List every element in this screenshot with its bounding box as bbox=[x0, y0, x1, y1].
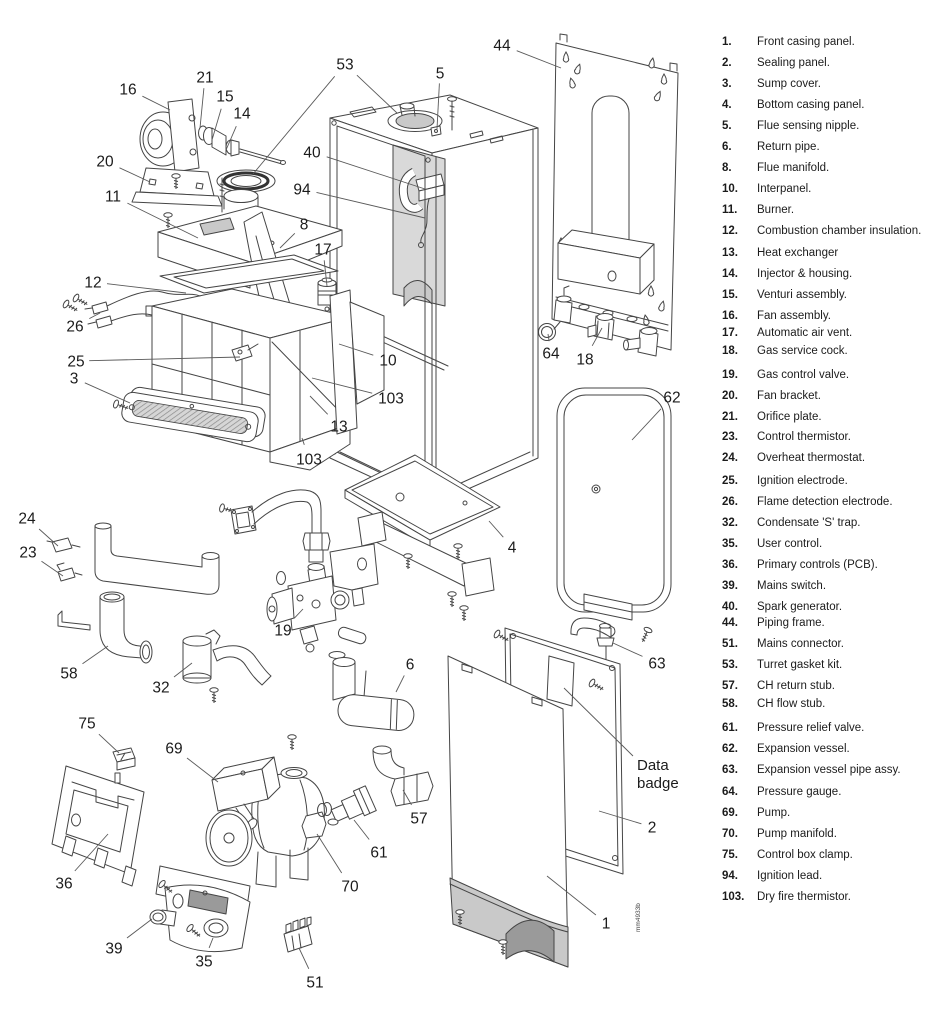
legend-item bbox=[722, 344, 848, 358]
legend-item bbox=[722, 410, 822, 424]
legend-item-label: Orifice plate. bbox=[757, 411, 822, 423]
legend-item-label: Control thermistor. bbox=[757, 431, 851, 443]
legend-item-number: 26. bbox=[722, 496, 738, 508]
legend-item-number: 16. bbox=[722, 310, 738, 322]
leader-line bbox=[489, 521, 503, 537]
legend-item bbox=[722, 224, 921, 238]
legend-item bbox=[722, 430, 851, 444]
legend-item-label: Primary controls (PCB). bbox=[757, 559, 878, 571]
legend-item bbox=[722, 742, 850, 756]
legend-item bbox=[722, 203, 794, 217]
legend-item bbox=[722, 246, 838, 260]
callout-26: 26 bbox=[66, 318, 84, 336]
callout-25: 25 bbox=[67, 353, 85, 371]
legend-item bbox=[722, 474, 848, 488]
legend-item-number: 32. bbox=[722, 517, 738, 529]
callout-13: 13 bbox=[330, 418, 348, 436]
legend-item-number: 21. bbox=[722, 411, 738, 423]
legend-item-label: Ignition electrode. bbox=[757, 475, 848, 487]
expansion-vessel bbox=[557, 388, 671, 644]
legend-item bbox=[722, 119, 859, 133]
legend-item-number: 40. bbox=[722, 601, 738, 613]
legend-item-number: 62. bbox=[722, 743, 738, 755]
callout-53: 53 bbox=[336, 56, 354, 74]
callout-23: 23 bbox=[19, 544, 37, 562]
legend-item-label: Fan assembly. bbox=[757, 310, 831, 322]
legend-item-label: Expansion vessel. bbox=[757, 743, 850, 755]
ch-return-stub bbox=[373, 746, 433, 806]
legend-item bbox=[722, 600, 842, 614]
callout-20: 20 bbox=[96, 153, 114, 171]
front-panel bbox=[448, 656, 568, 967]
legend-item-label: Pump. bbox=[757, 807, 791, 819]
callout-6: 6 bbox=[405, 656, 415, 674]
legend-item bbox=[722, 35, 855, 49]
callout-14: 14 bbox=[233, 105, 251, 123]
legend-item-number: 2. bbox=[722, 57, 732, 69]
legend-item-label: Condensate 'S' trap. bbox=[757, 517, 861, 529]
legend-item-number: 10. bbox=[722, 183, 738, 195]
legend-item bbox=[722, 827, 837, 841]
legend-item-label: Pressure relief valve. bbox=[757, 722, 865, 734]
legend-item bbox=[722, 368, 849, 382]
legend-item-number: 20. bbox=[722, 390, 738, 402]
leader-line bbox=[396, 675, 404, 692]
legend-item bbox=[722, 890, 851, 904]
legend-item-label: Sump cover. bbox=[757, 78, 821, 90]
callout-3: 3 bbox=[69, 370, 79, 388]
leader-line bbox=[187, 758, 218, 782]
legend-item-number: 63. bbox=[722, 764, 738, 776]
legend-item-label: Pressure gauge. bbox=[757, 786, 842, 798]
legend-item-number: 57. bbox=[722, 680, 738, 692]
leader-line bbox=[39, 529, 58, 546]
pump bbox=[206, 735, 327, 887]
legend-item-label: Burner. bbox=[757, 204, 795, 216]
callout-4: 4 bbox=[507, 539, 517, 557]
legend-item-label: Piping frame. bbox=[757, 617, 825, 629]
legend-item-number: 25. bbox=[722, 475, 738, 487]
callout-24: 24 bbox=[18, 510, 36, 528]
callout-2: 2 bbox=[647, 819, 657, 837]
legend-item-label: Pump manifold. bbox=[757, 828, 837, 840]
legend-item-label: CH return stub. bbox=[757, 680, 835, 692]
legend-item bbox=[722, 288, 847, 302]
legend-item bbox=[722, 56, 830, 70]
legend-item bbox=[722, 161, 829, 175]
callout-21: 21 bbox=[196, 69, 214, 87]
callout-69: 69 bbox=[165, 740, 183, 758]
ch-pipework bbox=[47, 523, 219, 630]
legend-item-number: 36. bbox=[722, 559, 738, 571]
legend-item bbox=[722, 721, 864, 735]
legend-item-label: Injector & housing. bbox=[757, 268, 853, 280]
legend-item-number: 39. bbox=[722, 580, 738, 592]
leader-line bbox=[317, 834, 342, 873]
legend-item bbox=[722, 558, 878, 572]
legend-item-number: 35. bbox=[722, 538, 738, 550]
legend-item-label: Spark generator. bbox=[757, 601, 843, 613]
legend-item-number: 14. bbox=[722, 268, 738, 280]
legend-item bbox=[722, 182, 811, 196]
legend-item-label: User control. bbox=[757, 538, 823, 550]
legend-item-number: 44. bbox=[722, 617, 738, 629]
legend-item-label: Flame detection electrode. bbox=[757, 496, 893, 508]
legend-item bbox=[722, 637, 844, 651]
legend-item-label: Sealing panel. bbox=[757, 57, 830, 69]
legend-item-label: Dry fire thermistor. bbox=[757, 891, 851, 903]
callout-5: 5 bbox=[435, 65, 445, 83]
legend-item bbox=[722, 389, 821, 403]
gas-pipe bbox=[219, 490, 330, 562]
legend-item-label: Control box clamp. bbox=[757, 849, 853, 861]
callout-35: 35 bbox=[195, 953, 213, 971]
legend-item-label: Ignition lead. bbox=[757, 870, 823, 882]
legend-item-label: Expansion vessel pipe assy. bbox=[757, 764, 901, 776]
legend-item bbox=[722, 616, 825, 630]
legend-item bbox=[722, 763, 901, 777]
legend-item-label: Overheat thermostat. bbox=[757, 452, 866, 464]
leader-line bbox=[127, 919, 152, 938]
legend-item bbox=[722, 140, 820, 154]
legend-item-number: 69. bbox=[722, 807, 738, 819]
callout-39: 39 bbox=[105, 940, 123, 958]
legend-item-number: 18. bbox=[722, 345, 738, 357]
legend-item-number: 51. bbox=[722, 638, 738, 650]
casing-box bbox=[330, 95, 538, 505]
callout-8: 8 bbox=[299, 216, 309, 234]
legend-item-number: 13. bbox=[722, 247, 738, 259]
legend-item-label: Flue manifold. bbox=[757, 162, 830, 174]
leader-line bbox=[85, 383, 130, 403]
callout-19: 19 bbox=[274, 622, 292, 640]
legend-item bbox=[722, 785, 841, 799]
legend-item bbox=[722, 326, 852, 340]
ch-flow-stub bbox=[100, 592, 152, 663]
legend-item-label: Gas control valve. bbox=[757, 369, 850, 381]
legend-item-number: 5. bbox=[722, 120, 732, 132]
drawing-code: mm4933b bbox=[635, 903, 642, 932]
legend-item bbox=[722, 806, 790, 820]
callout-44: 44 bbox=[493, 37, 511, 55]
leader-line bbox=[99, 734, 119, 753]
legend-item-label: Interpanel. bbox=[757, 183, 812, 195]
legend-item bbox=[722, 495, 893, 509]
callout-70: 70 bbox=[341, 878, 359, 896]
legend-item-label: Automatic air vent. bbox=[757, 327, 853, 339]
legend-item-number: 1. bbox=[722, 36, 732, 48]
legend-item-label: CH flow stub. bbox=[757, 698, 826, 710]
legend-item bbox=[722, 98, 864, 112]
legend-item-number: 75. bbox=[722, 849, 738, 861]
callout-51: 51 bbox=[306, 974, 324, 992]
legend-item-number: 17. bbox=[722, 327, 738, 339]
legend-item bbox=[722, 579, 826, 593]
pcb-box bbox=[52, 766, 144, 886]
callout-1: 1 bbox=[601, 915, 611, 933]
legend-item-label: Front casing panel. bbox=[757, 36, 855, 48]
fan-bracket bbox=[132, 168, 222, 206]
callout-16: 16 bbox=[119, 81, 137, 99]
parts-legend bbox=[722, 0, 945, 1004]
leader-line bbox=[613, 643, 643, 656]
legend-item-number: 15. bbox=[722, 289, 738, 301]
callout-18: 18 bbox=[576, 351, 594, 369]
legend-item-label: Heat exchanger bbox=[757, 247, 839, 259]
legend-item-number: 61. bbox=[722, 722, 738, 734]
legend-item bbox=[722, 516, 860, 530]
condensate-trap bbox=[183, 630, 271, 703]
legend-item-number: 8. bbox=[722, 162, 732, 174]
data-badge-label-line2: badge bbox=[637, 775, 679, 792]
legend-item bbox=[722, 537, 822, 551]
leader-line bbox=[200, 88, 204, 128]
leader-line bbox=[253, 76, 335, 174]
legend-item-number: 11. bbox=[722, 204, 738, 216]
leader-line bbox=[357, 75, 397, 113]
leader-line bbox=[42, 561, 64, 576]
legend-item-label: Fan bracket. bbox=[757, 390, 821, 402]
leader-line bbox=[354, 820, 369, 840]
legend-item-number: 6. bbox=[722, 141, 732, 153]
pressure-relief-valve bbox=[323, 786, 377, 827]
callout-94: 94 bbox=[293, 181, 311, 199]
legend-item-number: 23. bbox=[722, 431, 738, 443]
turret-gasket bbox=[217, 170, 275, 192]
legend-item bbox=[722, 309, 831, 323]
callout-103: 103 bbox=[378, 390, 404, 408]
legend-item-number: 58. bbox=[722, 698, 738, 710]
legend-item bbox=[722, 848, 853, 862]
callout-61: 61 bbox=[370, 844, 388, 862]
user-control bbox=[156, 866, 250, 952]
legend-item-number: 94. bbox=[722, 870, 738, 882]
legend-item-label: Venturi assembly. bbox=[757, 289, 847, 301]
control-box-clamp bbox=[113, 748, 135, 783]
mains-connector bbox=[284, 917, 312, 952]
callout-40: 40 bbox=[303, 144, 321, 162]
legend-item-label: Turret gasket kit. bbox=[757, 659, 843, 671]
legend-item-number: 4. bbox=[722, 99, 732, 111]
legend-item-number: 19. bbox=[722, 369, 738, 381]
legend-item-label: Mains switch. bbox=[757, 580, 827, 592]
callout-32: 32 bbox=[152, 679, 170, 697]
legend-item-number: 64. bbox=[722, 786, 738, 798]
legend-item bbox=[722, 451, 865, 465]
callout-36: 36 bbox=[55, 875, 73, 893]
callout-103: 103 bbox=[296, 451, 322, 469]
callout-11: 11 bbox=[104, 188, 122, 206]
leader-line bbox=[83, 646, 109, 664]
legend-item-number: 3. bbox=[722, 78, 732, 90]
callout-64: 64 bbox=[542, 345, 560, 363]
legend-item-number: 12. bbox=[722, 225, 738, 237]
callout-15: 15 bbox=[216, 88, 234, 106]
callout-62: 62 bbox=[663, 389, 681, 407]
leader-line bbox=[517, 51, 561, 68]
callout-75: 75 bbox=[78, 715, 96, 733]
leader-line bbox=[299, 948, 309, 969]
legend-item bbox=[722, 267, 852, 281]
legend-item-label: Mains connector. bbox=[757, 638, 844, 650]
callout-12: 12 bbox=[84, 274, 102, 292]
callout-17: 17 bbox=[314, 241, 332, 259]
legend-item-number: 103. bbox=[722, 891, 745, 903]
callout-57: 57 bbox=[410, 810, 428, 828]
callout-63: 63 bbox=[648, 655, 666, 673]
legend-item-label: Combustion chamber insulation. bbox=[757, 225, 922, 237]
callout-10: 10 bbox=[379, 352, 397, 370]
legend-item-label: Gas service cock. bbox=[757, 345, 848, 357]
leader-line bbox=[142, 96, 170, 110]
legend-item bbox=[722, 869, 822, 883]
legend-item-number: 53. bbox=[722, 659, 738, 671]
mains-switch bbox=[150, 910, 176, 926]
callout-58: 58 bbox=[60, 665, 78, 683]
data-badge-label-line1: Data bbox=[637, 757, 669, 774]
legend-item bbox=[722, 697, 825, 711]
legend-item bbox=[722, 658, 842, 672]
legend-item bbox=[722, 77, 821, 91]
legend-item-label: Flue sensing nipple. bbox=[757, 120, 860, 132]
legend-item-label: Bottom casing panel. bbox=[757, 99, 865, 111]
legend-item-label: Return pipe. bbox=[757, 141, 820, 153]
legend-item-number: 70. bbox=[722, 828, 738, 840]
legend-item bbox=[722, 679, 835, 693]
legend-item-number: 24. bbox=[722, 452, 738, 464]
